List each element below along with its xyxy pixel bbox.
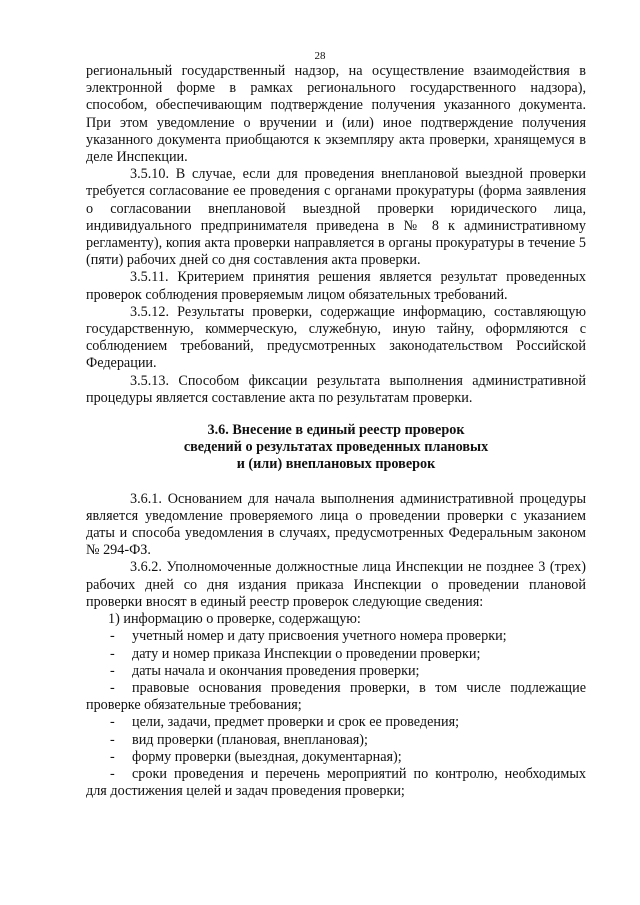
list-dash: - (110, 731, 115, 748)
dash-list-item (86, 646, 586, 663)
dash-list-item-text: цели, задачи, предмет проверки и срок ее проведения; (132, 714, 460, 731)
dash-list-item-text: дату и номер приказа Инспекции о проведении проверки; (132, 645, 481, 662)
paragraph: 3.6.2. Уполномоченные должностные лица Инспекции не позднее 3 (трех) рабочих дней со дня издания приказа Инспекции о проведении плановой проверки вносят в единый реестр проверок следующие сведения: (86, 559, 586, 610)
section-heading-line: 3.6. Внесение в единый реестр проверок (207, 422, 465, 439)
section-heading (86, 422, 586, 474)
dash-list-item-text: вид проверки (плановая, внеплановая); (132, 731, 368, 748)
dash-list-item (86, 680, 586, 714)
dash-list-item (86, 628, 586, 645)
paragraph: 3.5.11. Критерием принятия решения является результат проведенных проверок соблюдения проверяемым лицом обязательных требований. (86, 269, 586, 303)
dash-list-item-text: учетный номер и дату присвоения учетного номера проверки; (132, 628, 507, 645)
list-dash: - (110, 628, 115, 645)
paragraph: 3.5.13. Способом фиксации результата выполнения административной процедуры является составление акта по результатам проверки. (86, 372, 586, 406)
dash-list-item (86, 749, 586, 766)
dash-list (86, 628, 586, 800)
section-heading-line: и (или) внеплановых проверок (236, 456, 436, 473)
list-dash: - (110, 765, 115, 782)
numbered-list-item: 1) информацию о проверке, содержащую: (108, 611, 361, 628)
dash-list-item (86, 732, 586, 749)
paragraph: 3.5.12. Результаты проверки, содержащие информацию, составляющую государственную, коммерческую, служебную, иную тайну, оформляются с соблюдением требований, предусмотренных законодательством Российской Федерации. (86, 303, 586, 372)
paragraph: 3.6.1. Основанием для начала выполнения административной процедуры является уведомление проверяемого лица о проведении проверки с указанием даты и способа уведомления в случаях, предусмотренных Федеральным законом № 294-ФЗ. (86, 490, 586, 559)
list-dash: - (110, 662, 115, 679)
dash-list-item (86, 663, 586, 680)
list-dash: - (110, 714, 115, 731)
section-heading-line: сведений о результатах проведенных плановых (183, 439, 489, 456)
paragraph: региональный государственный надзор, на осуществление взаимодействия в электронной форме в рамках регионального государственного надзора), способом, обеспечивающим подтверждение получения указанного документа. При этом уведомление о вручении и (или) иное подтверждение получения указанного документа приобщаются к экземпляру акта проверки, хранящемуся в деле Инспекции. (86, 63, 586, 166)
dash-list-item (86, 766, 586, 800)
dash-list-item-text: правовые основания проведения проверки, в том числе подлежащие проверке обязательные требования; (86, 679, 586, 714)
list-dash: - (110, 645, 115, 662)
dash-list-item-text: сроки проведения и перечень мероприятий по контролю, необходимых для достижения целей и задач проведения проверки; (86, 765, 586, 800)
dash-list-item-text: даты начала и окончания проведения проверки; (132, 662, 420, 679)
document-body (86, 63, 586, 800)
list-dash: - (110, 679, 115, 696)
list-dash: - (110, 748, 115, 765)
dash-list-item-text: форму проверки (выездная, документарная); (132, 748, 402, 765)
dash-list-item (86, 714, 586, 731)
paragraph: 3.5.10. В случае, если для проведения внеплановой выездной проверки требуется согласование ее проведения с органами прокуратуры (форма заявления о согласовании внеплановой выездной проверки юридического лица, индивидуального предпринимателя приведена в № 8 к административному регламенту), копия акта проверки направляется в органы прокуратуры в течение 5 (пяти) рабочих дней со дня составления акта проверки. (86, 166, 586, 269)
page-number: 28 (314, 50, 326, 62)
